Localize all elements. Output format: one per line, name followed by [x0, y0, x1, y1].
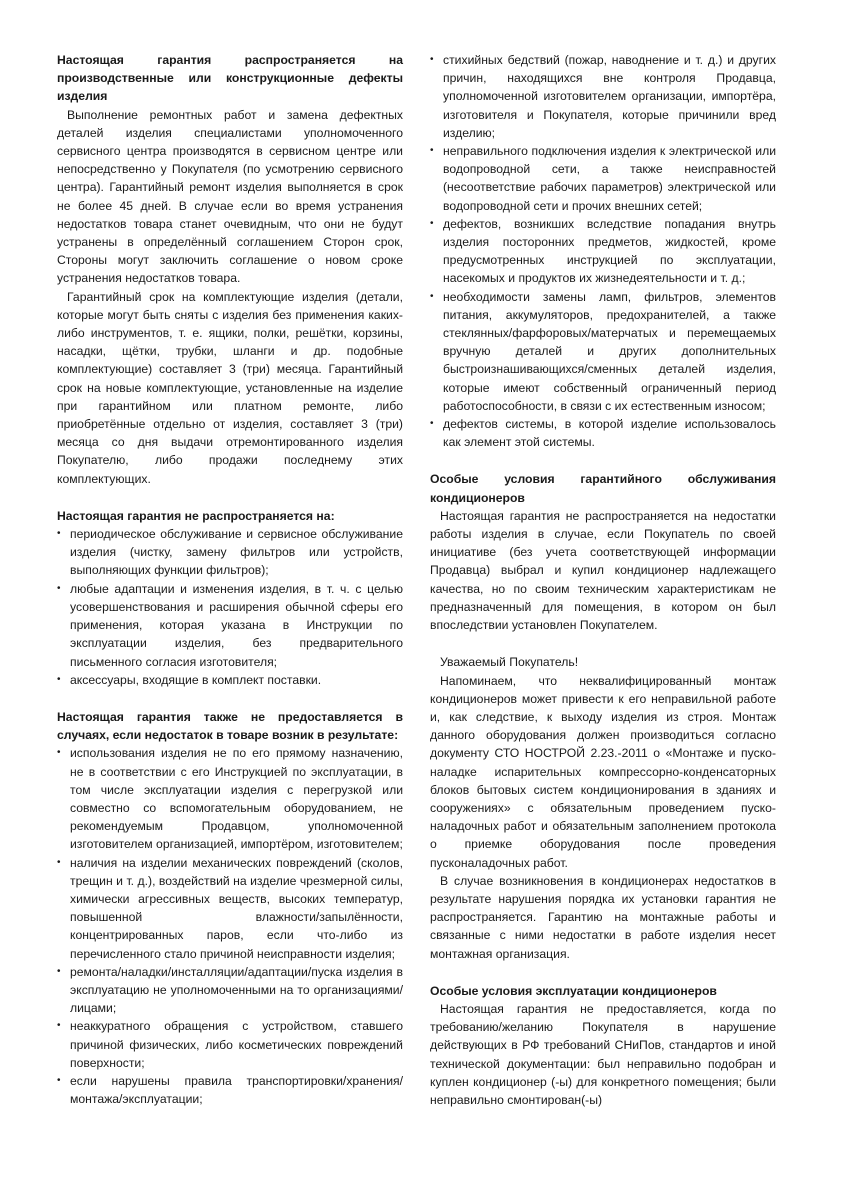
- section-heading: Настоящая гарантия также не предоставляется в случаях, если недостаток в товаре возник в результате:: [57, 709, 403, 743]
- bullet-item: • использования изделия не по его прямому назначению, не в соответствии с его Инструкцией по эксплуатации, в том числе эксплуатации изделия с перегрузкой или совместно со вспомогательным оборудованием, не рекомендуемым Продавцом, уполномоченной изготовителем организацией, импортёром, изготовителем;: [57, 744, 403, 853]
- bullet-item: • неаккуратного обращения с устройством, ставшего причиной физических, либо косметических повреждений поверхности;: [57, 1017, 403, 1072]
- bullet-item: • если нарушены правила транспортировки/хранения/монтажа/эксплуатации;: [57, 1072, 403, 1108]
- bullet-item: • стихийных бедствий (пожар, наводнение и т. д.) и других причин, находящихся вне контроля Продавца, уполномоченной изготовителем организации, импортёра, изготовителя и Покупателя, которые причинили вред изделию;: [430, 51, 776, 142]
- greeting: Уважаемый Покупатель!: [440, 655, 579, 670]
- paragraph: Настоящая гарантия не предоставляется, когда по требованию/желанию Покупателя в нарушение действующих в РФ требований СНиПов, стандартов и иной технической документации: был неправильно подобран и куплен кондиционер (-ы) для конкретного помещения; были неправильно смонтирован(-ы): [430, 1001, 776, 1107]
- bullet-item: • наличия на изделии механических повреждений (сколов, трещин и т. д.), воздействий на изделие чрезмерной силы, химически агрессивных веществ, высоких температур, повышенной влажности/запылённости, концентрированных паров, если что-либо из перечисленного стало причиной неисправности изделия;: [57, 854, 403, 963]
- paragraph: Настоящая гарантия не распространяется на недостатки работы изделия в случае, если Покупатель по своей инициативе (без учета соответствующей информации Продавца) выбрал и купил кондиционер надлежащего качества, но по своим техническим характеристикам не предназначенный для помещения, в котором он был впоследствии установлен Покупателем.: [430, 508, 776, 633]
- bullet-item: • ремонта/наладки/инсталляции/адаптации/пуска изделия в эксплуатацию не уполномоченными на то организациями/ лицами;: [57, 963, 403, 1018]
- section-heading: Особые условия гарантийного обслуживания кондиционеров: [430, 472, 776, 505]
- paragraph: Выполнение ремонтных работ и замена дефектных деталей изделия специалистами уполномоченного сервисного центра производятся в сервисном центре или непосредственно у Покупателя (по усмотрению сервисного центра). Гарантийный ремонт изделия выполняется в срок не более 45 дней. В случае если во время устранения недостатков товара станет очевидным, что они не будут устранены в определённый соглашением Сторон срок, Стороны могут заключить соглашение о новом сроке устранения недостатков товара.: [57, 107, 403, 286]
- right-column: [430, 51, 776, 1109]
- bullet-item: • необходимости замены ламп, фильтров, элементов питания, аккумуляторов, предохранителей, а также стеклянных/фарфоровых/матерчатых и перемещаемых вручную деталей и других дополнительных быстроизнашивающихся/сменных деталей изделия, которые имеют собственный ограниченный период работоспособности, в связи с их естественным износом;: [430, 288, 776, 415]
- paragraph: Гарантийный срок на комплектующие изделия (детали, которые могут быть сняты с изделия без применения каких-либо инструментов, т. е. ящики, полки, решётки, корзины, насадки, щётки, трубки, шланги и др. подобные комплектующие) составляет 3 (три) месяца. Гарантийный срок на новые комплектующие, установленные на изделие при гарантийном или платном ремонте, либо приобретённые отдельно от изделия, составляет 3 (три) месяца со дня выдачи отремонтированного изделия Покупателю, либо продажи последнему этих комплектующих.: [57, 289, 403, 486]
- bullet-item: • дефектов системы, в которой изделие использовалось как элемент этой системы.: [430, 415, 776, 451]
- bullet-item: • дефектов, возникших вследствие попадания внутрь изделия посторонних предметов, жидкостей, кроме предусмотренных инструкцией по эксплуатации, насекомых и продуктов их жизнедеятельности и т. д.;: [430, 215, 776, 288]
- bullet-item: • периодическое обслуживание и сервисное обслуживание изделия (чистку, замену фильтров или устройств, выполняющих функции фильтров);: [57, 525, 403, 580]
- bullet-item: • аксессуары, входящие в комплект поставки.: [57, 671, 403, 689]
- section-heading: Настоящая гарантия распространяется на производственные или конструкционные дефекты изделия: [57, 53, 403, 104]
- bullet-item: • любые адаптации и изменения изделия, в т. ч. с целью усовершенствования и расширения обычной сферы его применения, которая указана в Инструкции по эксплуатации изделия, без предварительного письменного согласия изготовителя;: [57, 580, 403, 671]
- left-column: [57, 51, 403, 1108]
- bullet-item: • неправильного подключения изделия к электрической или водопроводной сети, а также неисправностей (несоответствие рабочих параметров) электрической или водопроводной сети и прочих внешних сетей;: [430, 142, 776, 215]
- paragraph: Напоминаем, что неквалифицированный монтаж кондиционеров может привести к его неправильной работе и, как следствие, к выходу изделия из строя. Монтаж данного оборудования должен производиться согласно документу СТО НОСТРОЙ 2.23.-2011 о «Монтаже и пуско-наладке испарительных компрессорно-конденсаторных блоков бытовых систем кондиционирования в зданиях и сооружениях» с обязательным проведением пуско-наладочных работ и обязательным заполнением протокола о приемке оборудования после проведения пусконаладочных работ.: [430, 673, 776, 870]
- section-heading: Особые условия эксплуатации кондиционеров: [430, 983, 717, 998]
- section-heading: Настоящая гарантия не распространяется на:: [57, 508, 335, 523]
- paragraph: В случае возникновения в кондиционерах недостатков в результате нарушения порядка их установки гарантия не распространяется. Гарантию на монтажные работы и связанные с ними недостатки в работе изделия несет монтажная организация.: [430, 873, 776, 961]
